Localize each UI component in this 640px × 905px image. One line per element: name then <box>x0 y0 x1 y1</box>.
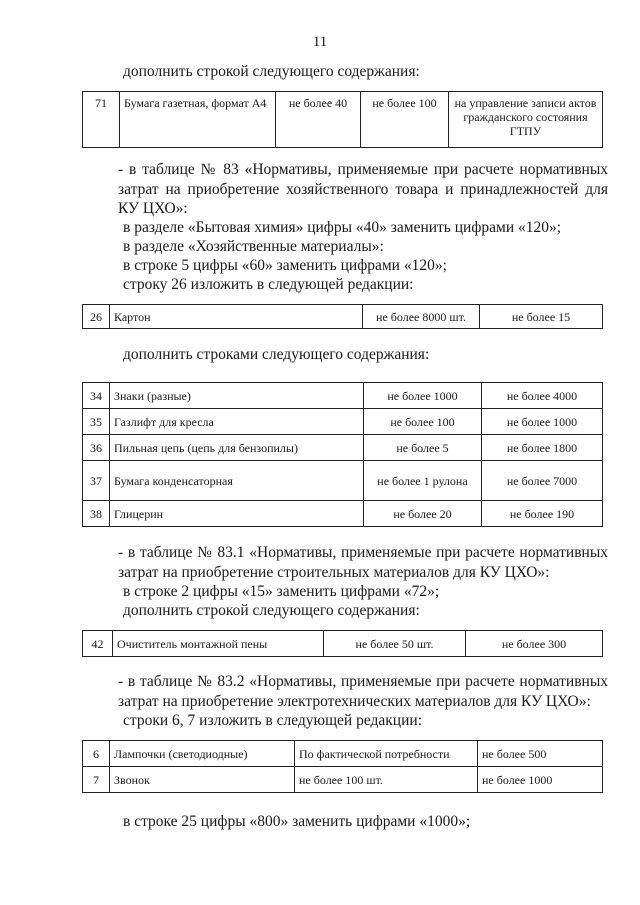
row-number: 37 <box>83 461 110 501</box>
instruction-line: в разделе «Хозяйственные материалы»: <box>123 238 384 255</box>
item-quantity: не более 8000 шт. <box>363 305 480 329</box>
table-row-71 <box>82 91 603 148</box>
item-price: не более 7000 <box>482 461 603 501</box>
instruction-line: в строке 2 цифры «15» заменить цифрами «72»; <box>123 583 440 600</box>
item-note: на управление записи актов гражданского состояния ГТПУ <box>449 92 603 148</box>
item-name: Пильная цепь (цепь для бензопилы) <box>110 435 364 461</box>
item-price: не более 300 <box>466 631 603 657</box>
item-price: не более 15 <box>480 305 603 329</box>
item-name: Знаки (разные) <box>110 383 364 409</box>
item-name: Бумага конденсаторная <box>110 461 364 501</box>
instruction-line: дополнить строкой следующего содержания: <box>123 602 420 619</box>
instruction-line: в разделе «Бытовая химия» цифры «40» заменить цифрами «120»; <box>123 219 562 236</box>
item-price: не более 4000 <box>482 383 603 409</box>
item-name: Картон <box>110 305 363 329</box>
row-number: 38 <box>83 501 110 527</box>
item-quantity: не более 50 шт. <box>324 631 466 657</box>
instruction-line: в строке 25 цифры «800» заменить цифрами «1000»; <box>123 813 471 830</box>
paragraph-table-83-1: - в таблице № 83.1 «Нормативы, применяемые при расчете нормативных затрат на приобретение строительных материалов для КУ ЦХО»: <box>118 544 608 581</box>
instruction-add-rows: дополнить строками следующего содержания: <box>123 346 430 363</box>
row-number: 42 <box>83 631 113 657</box>
table-row-42 <box>82 630 603 657</box>
item-name: Газлифт для кресла <box>110 409 364 435</box>
row-number: 6 <box>83 741 110 767</box>
table-rows-6-7 <box>82 740 603 793</box>
item-quantity: не более 20 <box>364 501 482 527</box>
instruction-line: строку 26 изложить в следующей редакции: <box>123 276 414 293</box>
table-rows-34-38 <box>82 382 603 527</box>
item-quantity: не более 100 <box>364 409 482 435</box>
item-quantity: не более 40 <box>276 92 361 148</box>
item-quantity: По фактической потребности <box>295 741 478 767</box>
instruction-line: строки 6, 7 изложить в следующей редакции: <box>123 712 423 729</box>
row-number: 34 <box>83 383 110 409</box>
item-name: Звонок <box>110 767 295 793</box>
item-price: не более 1000 <box>482 409 603 435</box>
item-name: Лампочки (светодиодные) <box>110 741 295 767</box>
item-price: не более 1000 <box>478 767 603 793</box>
row-number: 35 <box>83 409 110 435</box>
paragraph-table-83-2: - в таблице № 83.2 «Нормативы, применяемые при расчете нормативных затрат на приобретение электротехнических материалов для КУ ЦХО»: <box>118 673 608 710</box>
item-quantity: не более 1 рулона <box>364 461 482 501</box>
row-number: 7 <box>83 767 110 793</box>
row-number: 36 <box>83 435 110 461</box>
instruction-add-row: дополнить строкой следующего содержания: <box>123 63 420 80</box>
table-row-26 <box>82 304 603 329</box>
item-name: Глицерин <box>110 501 364 527</box>
paragraph-table-83: - в таблице № 83 «Нормативы, применяемые при расчете нормативных затрат на приобретение хозяйственного товара и принадлежностей для КУ ЦХО»: <box>118 161 608 217</box>
item-price: не более 1800 <box>482 435 603 461</box>
instruction-line: в строке 5 цифры «60» заменить цифрами «120»; <box>123 257 447 274</box>
page-number: 11 <box>312 34 328 50</box>
item-price: не более 190 <box>482 501 603 527</box>
row-number: 71 <box>83 92 120 148</box>
row-number: 26 <box>83 305 110 329</box>
item-price: не более 500 <box>478 741 603 767</box>
item-name: Бумага газетная, формат А4 <box>120 92 276 148</box>
item-quantity: не более 5 <box>364 435 482 461</box>
item-quantity: не более 100 шт. <box>295 767 478 793</box>
item-price: не более 100 <box>361 92 449 148</box>
item-quantity: не более 1000 <box>364 383 482 409</box>
item-name: Очиститель монтажной пены <box>113 631 324 657</box>
